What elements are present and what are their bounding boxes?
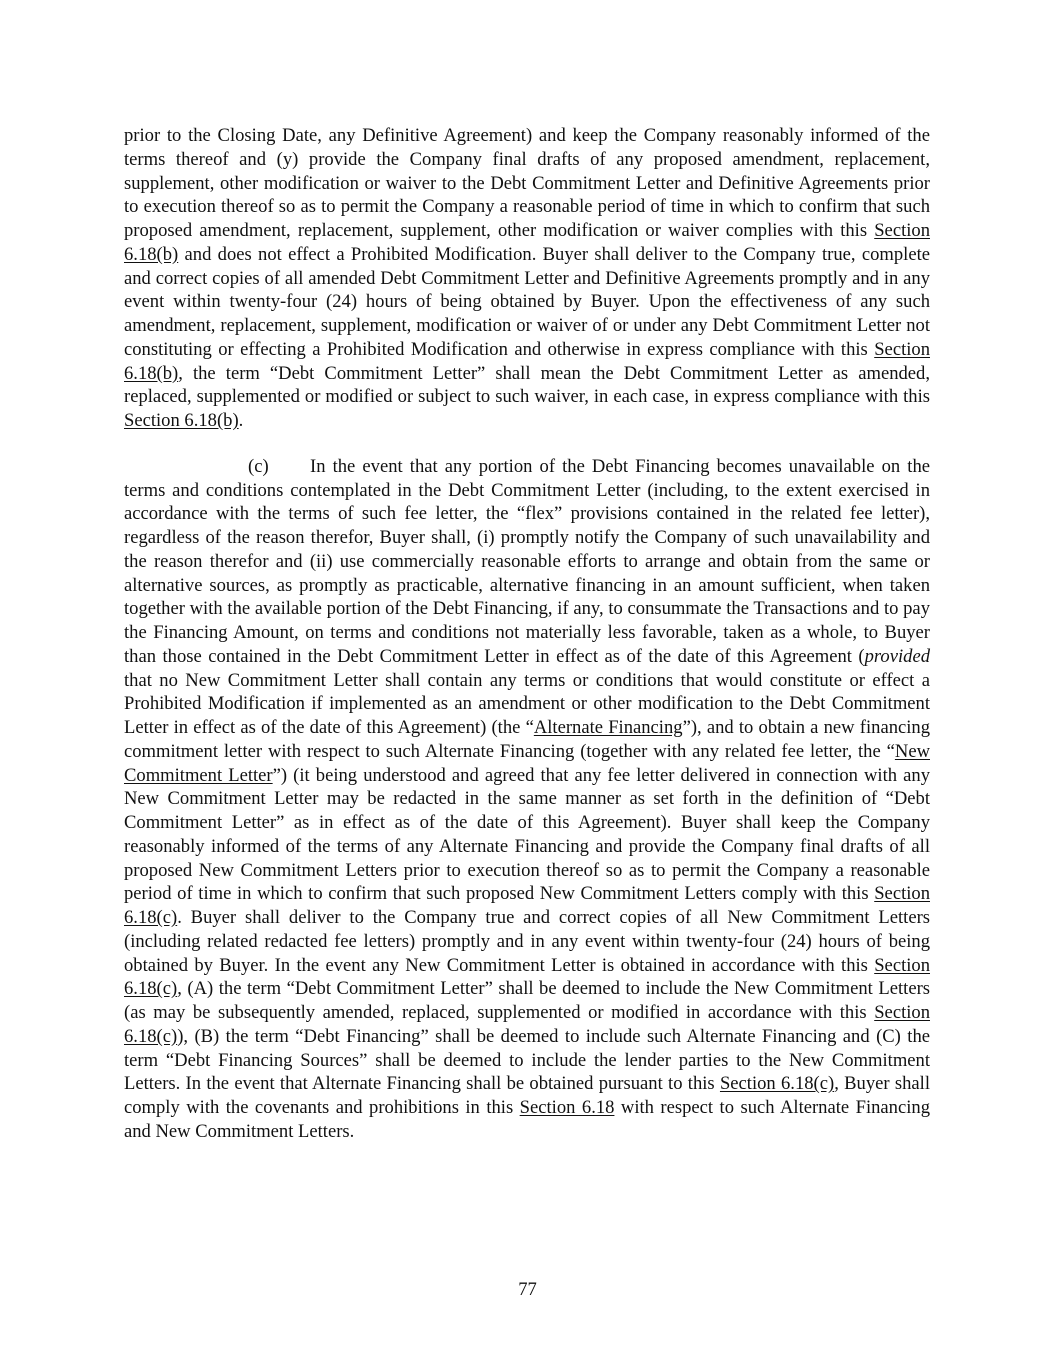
para-c-text-2: that no New Commitment Letter shall contain any terms or conditions that would constitute or effect a Prohibited Modification if implemented as an amendment or other modification to the Debt Commitment Letter in effect as of the date of this Agreement) (the “ (124, 669, 930, 738)
para-c-text-4: ”) (it being understood and agreed that any fee letter delivered in connection with any New Commitment Letter may be redacted in the same manner as set forth in the definition of “Debt Commitment Letter” as in effect as of the date of this Agreement). Buyer shall keep the Company reasonably informed of the terms of any Alternate Financing and provide the Company final drafts of all proposed New Commitment Letters prior to execution thereof so as to permit the Company a reasonable period of time in which to confirm that such proposed New Commitment Letters comply with this (124, 764, 931, 905)
cross-reference-section-6-18-c: Section 6.18(c) (124, 1002, 930, 1047)
defined-term-alternate-financing: Alternate Financing (533, 717, 683, 738)
cross-reference-section-6-18-b: Section 6.18(b) (124, 410, 239, 431)
provided-italic-term: provided (864, 645, 930, 667)
para-c-text-1: In the event that any portion of the Debt Financing becomes unavailable on the terms and conditions contemplated in the Debt Commitment Letter (including, to the extent exercised in accordance with the terms of such fee letter, the “flex” provisions contained in the related fee letter), regardless of the reason therefor, Buyer shall, (i) promptly notify the Company of such unavailability and the reason therefor and (ii) use commercially reasonable efforts to arrange and obtain from the same or alternative sources, as promptly as practicable, alternative financing in an amount sufficient, when taken together with the available portion of the Debt Financing, if any, to consummate the Transactions and to pay the Financing Amount, on terms and conditions not materially less favorable, taken as a whole, to Buyer than those contained in the Debt Commitment Letter in effect as of the date of this Agreement ( (124, 455, 930, 667)
cross-reference-section-6-18-b: Section 6.18(b) (124, 220, 930, 265)
paragraph-c (124, 455, 930, 1144)
para-b-text-4: . (238, 410, 244, 431)
document-page (124, 124, 930, 1144)
para-c-text-3: ”), and to obtain a new financing commitment letter with respect to such Alternate Financing (together with any related fee letter, the “ (124, 717, 931, 762)
cross-reference-section-6-18-b: Section 6.18(b) (124, 338, 930, 384)
defined-term-new-commitment-letter: New Commitment Letter (124, 740, 930, 786)
para-c-text-6: , (A) the term “Debt Commitment Letter” shall be deemed to include the New Commitment Letters (as may be subsequently amended, replaced, supplemented or modified in accordance with this (124, 978, 930, 1023)
para-c-text-8: , Buyer shall comply with the covenants and prohibitions in this (124, 1073, 930, 1118)
para-c-text-7: ), (B) the term “Debt Financing” shall be deemed to include such Alternate Financing and (C) the term “Debt Financing Sources” shall be deemed to include the lender parties to the New Commitment Letters. In the event that Alternate Financing shall be obtained pursuant to this (124, 1025, 930, 1095)
page-number: 77 (518, 1279, 537, 1300)
cross-reference-section-6-18-c: Section 6.18(c) (124, 954, 930, 1000)
para-c-text-9: with respect to such Alternate Financing and New Commitment Letters. (124, 1097, 930, 1142)
para-b-text-1: prior to the Closing Date, any Definitive Agreement) and keep the Company reasonably informed of the terms thereof and (y) provide the Company final drafts of any proposed amendment, replacement, supplement, other modification or waiver to the Debt Commitment Letter and Definitive Agreements prior to execution thereof so as to permit the Company a reasonable period of time in which to confirm that such proposed amendment, replacement, supplement, other modification or waiver complies with this (124, 125, 930, 241)
cross-reference-section-6-18-c: Section 6.18(c) (124, 883, 930, 928)
para-c-text-5: . Buyer shall deliver to the Company true and correct copies of all New Commitment Letters (including related redacted fee letters) promptly and in any event within twenty-four (24) hours of being obtained by Buyer. In the event any New Commitment Letter is obtained in accordance with this (124, 907, 930, 976)
cross-reference-section-6-18-c: Section 6.18(c) (719, 1073, 835, 1095)
para-b-text-2: and does not effect a Prohibited Modification. Buyer shall deliver to the Company true, complete and correct copies of all amended Debt Commitment Letter and Definitive Agreements promptly and in any event within twenty-four (24) hours of being obtained by Buyer. Upon the effectiveness of any such amendment, replacement, supplement, modification or waiver of or under any Debt Commitment Letter not constituting or effecting a Prohibited Modification and otherwise in express compliance with this (124, 243, 930, 360)
paragraph-c-label: (c) (248, 455, 269, 477)
para-b-text-3: , the term “Debt Commitment Letter” shall mean the Debt Commitment Letter as amended, replaced, supplemented or modified or subject to such waiver, in each case, in express compliance with this (124, 362, 930, 408)
cross-reference-section-6-18: Section 6.18 (519, 1097, 615, 1118)
paragraph-b-continuation (124, 124, 930, 433)
